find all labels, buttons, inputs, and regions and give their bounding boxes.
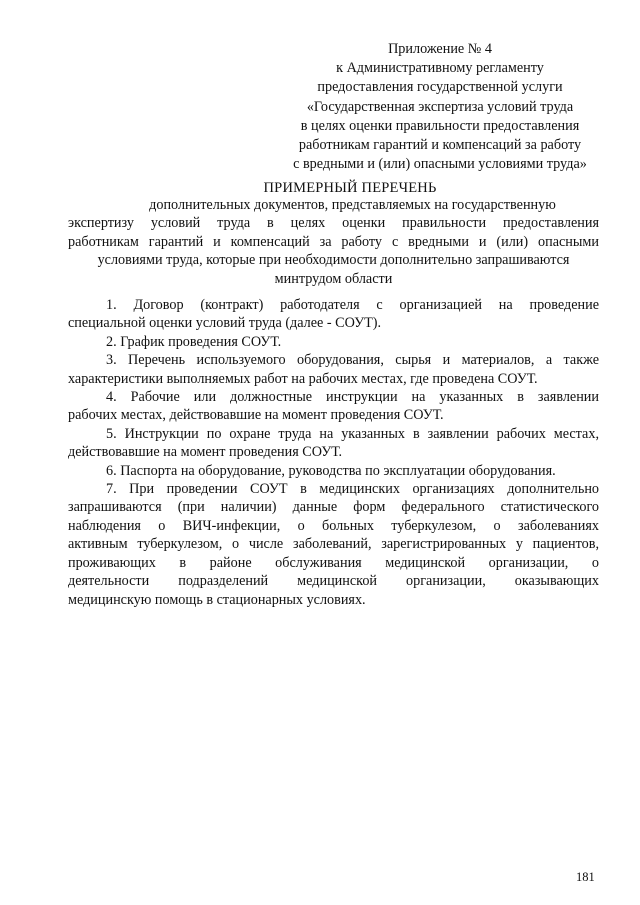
list-item-3 <box>68 351 599 388</box>
annex-line: «Государственная экспертиза условий труда <box>306 98 574 115</box>
list-item-2 <box>68 333 599 351</box>
list-item-line: характеристики выполняемых работ на рабочих местах, где проведена СОУТ. <box>68 370 538 387</box>
list-item-line: активным туберкулезом, о числе заболеваний, зарегистрированных у пациентов, <box>68 536 599 553</box>
list-item-line: 4. Рабочие или должностные инструкции на указанных в заявлении <box>106 389 599 406</box>
list-item-line: 2. График проведения СОУТ. <box>106 333 282 350</box>
list-item-line: действовавшие на момент проведения СОУТ. <box>68 444 343 461</box>
annex-line: предоставления государственной услуги <box>317 79 563 96</box>
list-item-line: запрашиваются (при наличии) данные форм федерального статистического <box>68 499 599 516</box>
subtitle-line: работникам гарантий и компенсаций за работу с вредными и (или) опасными <box>68 233 599 250</box>
list-item-line: 1. Договор (контракт) работодателя с организацией на проведение <box>106 297 599 313</box>
list-item-line: рабочих местах, действовавшие на момент проведения СОУТ. <box>68 407 444 424</box>
annex-line: с вредными и (или) опасными условиями труда» <box>293 156 587 173</box>
list-item-line: наблюдения о ВИЧ-инфекции, о больных туберкулезом, о заболеваниях <box>68 517 599 534</box>
list-item-line: медицинскую помощь в стационарных условиях. <box>68 591 366 608</box>
document-subtitle <box>68 196 599 288</box>
list-item-line: проживающих в районе обслуживания медицинской организации, о <box>68 554 599 571</box>
document-title: ПРИМЕРНЫЙ ПЕРЕЧЕНЬ <box>263 180 437 196</box>
document-list <box>68 296 599 609</box>
list-item-line: 5. Инструкции по охране труда на указанных в заявлении рабочих местах, <box>106 425 599 442</box>
list-item-5 <box>68 425 599 462</box>
list-item-line: 7. При проведении СОУТ в медицинских организациях дополнительно <box>106 481 599 498</box>
list-item-line: 3. Перечень используемого оборудования, сырья и материалов, а также <box>106 352 599 369</box>
subtitle-line: экспертизу условий труда в целях оценки правильности предоставления <box>68 215 599 232</box>
page-number: 181 <box>576 870 595 884</box>
list-item-6 <box>68 462 599 480</box>
list-item-7 <box>68 480 599 609</box>
subtitle-line: условиями труда, которые при необходимости дополнительно запрашиваются <box>97 252 570 269</box>
subtitle-line: дополнительных документов, представляемых на государственную <box>149 197 556 213</box>
list-item-line: специальной оценки условий труда (далее - СОУТ). <box>68 315 382 332</box>
annex-line: работникам гарантий и компенсаций за работу <box>298 137 582 154</box>
annex-line: в целях оценки правильности предоставления <box>300 117 580 134</box>
subtitle-line: минтрудом области <box>274 270 393 287</box>
list-item-4 <box>68 388 599 425</box>
annex-line: Приложение № 4 <box>388 41 492 57</box>
list-item-line: 6. Паспорта на оборудование, руководства по эксплуатации оборудования. <box>106 462 556 479</box>
list-item-line: деятельности подразделений медицинской организации, оказывающих <box>68 573 599 590</box>
annex-line: к Административному регламенту <box>336 60 544 77</box>
annex-header <box>270 40 610 174</box>
list-item-1 <box>68 296 599 333</box>
